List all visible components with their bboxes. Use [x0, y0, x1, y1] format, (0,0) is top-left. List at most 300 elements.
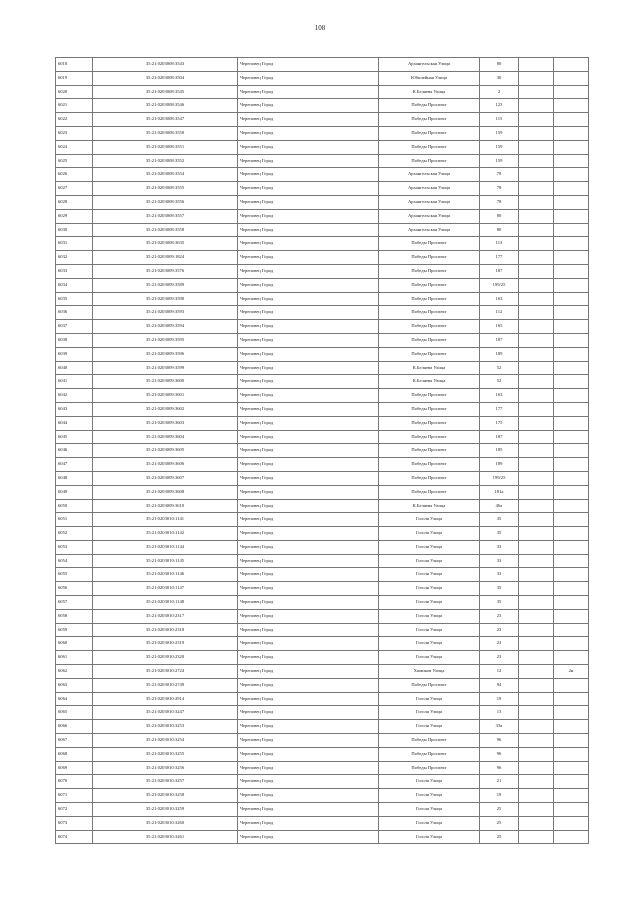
property-register-table — [55, 57, 589, 844]
table-row — [56, 320, 589, 334]
table-row — [56, 361, 589, 375]
cadastral-number: 35:21:0203010:3247 — [93, 706, 238, 720]
table-row — [56, 568, 589, 582]
extra-field-2 — [554, 816, 589, 830]
extra-field-1 — [519, 734, 554, 748]
city-name: Череповец Город — [238, 720, 379, 734]
row-index: 6071 — [56, 789, 93, 803]
city-name: Череповец Город — [238, 195, 379, 209]
house-number: 19 — [480, 692, 519, 706]
cadastral-number: 35:21:0203009:3593 — [93, 306, 238, 320]
city-name: Череповец Город — [238, 499, 379, 513]
extra-field-2 — [554, 195, 589, 209]
extra-field-1 — [519, 85, 554, 99]
house-number: 199/25 — [480, 278, 519, 292]
house-number: 25 — [480, 816, 519, 830]
cadastral-number: 35:21:0203010:3255 — [93, 747, 238, 761]
house-number: 80 — [480, 223, 519, 237]
extra-field-1 — [519, 485, 554, 499]
house-number: 189 — [480, 347, 519, 361]
house-number: 159 — [480, 154, 519, 168]
city-name: Череповец Город — [238, 678, 379, 692]
table-row — [56, 499, 589, 513]
extra-field-1 — [519, 540, 554, 554]
cadastral-number: 35:21:0203009:3594 — [93, 320, 238, 334]
cadastral-number: 35:21:0203008:3551 — [93, 140, 238, 154]
extra-field-2 — [554, 568, 589, 582]
house-number: 96 — [480, 747, 519, 761]
table-row — [56, 154, 589, 168]
row-index: 6033 — [56, 264, 93, 278]
house-number: 12 — [480, 665, 519, 679]
extra-field-2 — [554, 278, 589, 292]
row-index: 6061 — [56, 651, 93, 665]
table-row — [56, 195, 589, 209]
city-name: Череповец Город — [238, 402, 379, 416]
house-number: 52 — [480, 361, 519, 375]
table-row — [56, 223, 589, 237]
extra-field-2 — [554, 99, 589, 113]
row-index: 6072 — [56, 803, 93, 817]
row-index: 6048 — [56, 471, 93, 485]
street-name: Победы Проспект — [379, 264, 480, 278]
cadastral-number: 35:21:0203008:3558 — [93, 223, 238, 237]
house-number: 163 — [480, 389, 519, 403]
street-name: Архангельская Улица — [379, 58, 480, 72]
city-name: Череповец Город — [238, 830, 379, 844]
street-name: Гоголя Улица — [379, 527, 480, 541]
row-index: 6036 — [56, 306, 93, 320]
extra-field-2: 2н — [554, 665, 589, 679]
extra-field-2 — [554, 471, 589, 485]
house-number: 80 — [480, 209, 519, 223]
cadastral-number: 35:21:0203010:3259 — [93, 803, 238, 817]
house-number: 96 — [480, 734, 519, 748]
house-number: 23 — [480, 609, 519, 623]
extra-field-2 — [554, 830, 589, 844]
extra-field-1 — [519, 347, 554, 361]
house-number: 163 — [480, 292, 519, 306]
table-row — [56, 637, 589, 651]
house-number: 177 — [480, 251, 519, 265]
row-index: 6019 — [56, 71, 93, 85]
table-row — [56, 209, 589, 223]
extra-field-1 — [519, 513, 554, 527]
table-row — [56, 692, 589, 706]
city-name: Череповец Город — [238, 692, 379, 706]
house-number: 159 — [480, 126, 519, 140]
street-name: Победы Проспект — [379, 251, 480, 265]
street-name: Победы Проспект — [379, 458, 480, 472]
cadastral-number: 35:21:0203008:3635 — [93, 237, 238, 251]
street-name: Гоголя Улица — [379, 637, 480, 651]
cadastral-number: 35:21:0203009:3599 — [93, 361, 238, 375]
street-name: Гоголя Улица — [379, 706, 480, 720]
extra-field-1 — [519, 430, 554, 444]
table-row — [56, 485, 589, 499]
cadastral-number: 35:21:0203010:3256 — [93, 761, 238, 775]
cadastral-number: 35:21:0203008:3504 — [93, 71, 238, 85]
table-row — [56, 527, 589, 541]
street-name: Победы Проспект — [379, 761, 480, 775]
table-row — [56, 306, 589, 320]
extra-field-2 — [554, 237, 589, 251]
street-name: Химиков Улица — [379, 665, 480, 679]
table-row — [56, 237, 589, 251]
cadastral-number: 35:21:0203009:3605 — [93, 444, 238, 458]
row-index: 6044 — [56, 416, 93, 430]
row-index: 6038 — [56, 333, 93, 347]
cadastral-number: 35:21:0203010:1145 — [93, 554, 238, 568]
cadastral-number: 35:21:0203008:3546 — [93, 99, 238, 113]
extra-field-1 — [519, 416, 554, 430]
table-row — [56, 775, 589, 789]
row-index: 6022 — [56, 113, 93, 127]
row-index: 6070 — [56, 775, 93, 789]
row-index: 6074 — [56, 830, 93, 844]
street-name: Гоголя Улица — [379, 651, 480, 665]
table-row — [56, 651, 589, 665]
table-row — [56, 416, 589, 430]
extra-field-2 — [554, 596, 589, 610]
row-index: 6063 — [56, 678, 93, 692]
extra-field-1 — [519, 816, 554, 830]
extra-field-1 — [519, 71, 554, 85]
cadastral-number: 35:21:0203010:3261 — [93, 830, 238, 844]
street-name: Гоголя Улица — [379, 816, 480, 830]
city-name: Череповец Город — [238, 458, 379, 472]
table-row — [56, 251, 589, 265]
house-number: 78 — [480, 195, 519, 209]
cadastral-number: 35:21:0203008:3555 — [93, 182, 238, 196]
extra-field-2 — [554, 85, 589, 99]
house-number: 33 — [480, 568, 519, 582]
extra-field-1 — [519, 209, 554, 223]
extra-field-2 — [554, 402, 589, 416]
house-number: 35 — [480, 527, 519, 541]
street-name: Победы Проспект — [379, 416, 480, 430]
house-number: 159 — [480, 140, 519, 154]
street-name: Победы Проспект — [379, 485, 480, 499]
row-index: 6069 — [56, 761, 93, 775]
table-row — [56, 430, 589, 444]
extra-field-2 — [554, 444, 589, 458]
house-number: 23 — [480, 623, 519, 637]
street-name: К.Беляева Улица — [379, 499, 480, 513]
city-name: Череповец Город — [238, 375, 379, 389]
city-name: Череповец Город — [238, 99, 379, 113]
city-name: Череповец Город — [238, 209, 379, 223]
cadastral-number: 35:21:0203010:2320 — [93, 651, 238, 665]
extra-field-2 — [554, 333, 589, 347]
city-name: Череповец Город — [238, 816, 379, 830]
street-name: Победы Проспект — [379, 747, 480, 761]
table-row — [56, 375, 589, 389]
street-name: Архангельская Улица — [379, 209, 480, 223]
city-name: Череповец Город — [238, 540, 379, 554]
extra-field-1 — [519, 154, 554, 168]
street-name: Победы Проспект — [379, 278, 480, 292]
house-number: 30 — [480, 71, 519, 85]
extra-field-1 — [519, 444, 554, 458]
city-name: Череповец Город — [238, 803, 379, 817]
city-name: Череповец Город — [238, 582, 379, 596]
street-name: Гоголя Улица — [379, 789, 480, 803]
extra-field-1 — [519, 361, 554, 375]
street-name: Гоголя Улица — [379, 623, 480, 637]
street-name: Победы Проспект — [379, 140, 480, 154]
extra-field-2 — [554, 126, 589, 140]
cadastral-number: 35:21:0203009:3608 — [93, 485, 238, 499]
city-name: Череповец Город — [238, 168, 379, 182]
street-name: Победы Проспект — [379, 237, 480, 251]
extra-field-2 — [554, 513, 589, 527]
cadastral-number: 35:21:0203010:1146 — [93, 568, 238, 582]
table-row — [56, 333, 589, 347]
cadastral-number: 35:21:0203010:2317 — [93, 609, 238, 623]
row-index: 6037 — [56, 320, 93, 334]
row-index: 6073 — [56, 816, 93, 830]
row-index: 6025 — [56, 154, 93, 168]
table-row — [56, 402, 589, 416]
cadastral-number: 35:21:0203008:3547 — [93, 113, 238, 127]
extra-field-1 — [519, 375, 554, 389]
cadastral-number: 35:21:0203008:3552 — [93, 154, 238, 168]
extra-field-2 — [554, 347, 589, 361]
house-number: 2 — [480, 85, 519, 99]
cadastral-number: 35:21:0203009:3610 — [93, 499, 238, 513]
row-index: 6030 — [56, 223, 93, 237]
extra-field-1 — [519, 237, 554, 251]
cadastral-number: 35:21:0203009:3604 — [93, 430, 238, 444]
cadastral-number: 35:21:0203009:1824 — [93, 251, 238, 265]
city-name: Череповец Город — [238, 140, 379, 154]
table-row — [56, 458, 589, 472]
table-row — [56, 623, 589, 637]
house-number: 199/25 — [480, 471, 519, 485]
table-row — [56, 554, 589, 568]
house-number: 23 — [480, 651, 519, 665]
table-row — [56, 816, 589, 830]
extra-field-2 — [554, 609, 589, 623]
city-name: Череповец Город — [238, 361, 379, 375]
extra-field-2 — [554, 485, 589, 499]
street-name: Гоголя Улица — [379, 803, 480, 817]
row-index: 6058 — [56, 609, 93, 623]
table-row — [56, 609, 589, 623]
extra-field-1 — [519, 665, 554, 679]
extra-field-2 — [554, 720, 589, 734]
house-number: 46а — [480, 499, 519, 513]
street-name: Гоголя Улица — [379, 513, 480, 527]
row-index: 6027 — [56, 182, 93, 196]
row-index: 6034 — [56, 278, 93, 292]
street-name: Юбилейная Улица — [379, 71, 480, 85]
cadastral-number: 35:21:0203009:3603 — [93, 416, 238, 430]
extra-field-2 — [554, 306, 589, 320]
extra-field-2 — [554, 692, 589, 706]
extra-field-2 — [554, 775, 589, 789]
extra-field-2 — [554, 789, 589, 803]
table-row — [56, 278, 589, 292]
cadastral-number: 35:21:0203010:3258 — [93, 789, 238, 803]
row-index: 6059 — [56, 623, 93, 637]
row-index: 6032 — [56, 251, 93, 265]
row-index: 6024 — [56, 140, 93, 154]
street-name: Гоголя Улица — [379, 582, 480, 596]
extra-field-2 — [554, 416, 589, 430]
extra-field-1 — [519, 582, 554, 596]
page-number: 108 — [314, 24, 326, 32]
extra-field-1 — [519, 113, 554, 127]
extra-field-1 — [519, 471, 554, 485]
city-name: Череповец Город — [238, 113, 379, 127]
street-name: Победы Проспект — [379, 126, 480, 140]
extra-field-1 — [519, 761, 554, 775]
extra-field-1 — [519, 402, 554, 416]
table-row — [56, 761, 589, 775]
extra-field-2 — [554, 430, 589, 444]
table-row — [56, 471, 589, 485]
street-name: Гоголя Улица — [379, 692, 480, 706]
house-number: 175 — [480, 416, 519, 430]
city-name: Череповец Город — [238, 264, 379, 278]
row-index: 6018 — [56, 58, 93, 72]
extra-field-2 — [554, 168, 589, 182]
city-name: Череповец Город — [238, 333, 379, 347]
row-index: 6020 — [56, 85, 93, 99]
cadastral-number: 35:21:0203010:3253 — [93, 720, 238, 734]
row-index: 6026 — [56, 168, 93, 182]
row-index: 6057 — [56, 596, 93, 610]
house-number: 181а — [480, 485, 519, 499]
row-index: 6050 — [56, 499, 93, 513]
table-body — [56, 58, 589, 844]
extra-field-1 — [519, 789, 554, 803]
house-number: 33 — [480, 540, 519, 554]
table-row — [56, 444, 589, 458]
street-name: Победы Проспект — [379, 306, 480, 320]
row-index: 6042 — [56, 389, 93, 403]
cadastral-number: 35:21:0203009:3600 — [93, 375, 238, 389]
table-row — [56, 540, 589, 554]
city-name: Череповец Город — [238, 623, 379, 637]
extra-field-1 — [519, 140, 554, 154]
city-name: Череповец Город — [238, 71, 379, 85]
extra-field-2 — [554, 182, 589, 196]
street-name: Гоголя Улица — [379, 540, 480, 554]
street-name: Победы Проспект — [379, 154, 480, 168]
street-name: Победы Проспект — [379, 444, 480, 458]
cadastral-number: 35:21:0203009:3595 — [93, 333, 238, 347]
cadastral-number: 35:21:0203009:3589 — [93, 278, 238, 292]
table-row — [56, 140, 589, 154]
cadastral-number: 35:21:0203010:1148 — [93, 596, 238, 610]
city-name: Череповец Город — [238, 85, 379, 99]
house-number: 21 — [480, 775, 519, 789]
cadastral-number: 35:21:0203008:3543 — [93, 58, 238, 72]
extra-field-2 — [554, 582, 589, 596]
row-index: 6056 — [56, 582, 93, 596]
house-number: 165 — [480, 320, 519, 334]
row-index: 6047 — [56, 458, 93, 472]
house-number: 78 — [480, 182, 519, 196]
table-row — [56, 58, 589, 72]
table-row — [56, 182, 589, 196]
row-index: 6035 — [56, 292, 93, 306]
house-number: 123 — [480, 99, 519, 113]
table-row — [56, 665, 589, 679]
street-name: Архангельская Улица — [379, 168, 480, 182]
city-name: Череповец Город — [238, 320, 379, 334]
table-row — [56, 582, 589, 596]
row-index: 6023 — [56, 126, 93, 140]
city-name: Череповец Город — [238, 471, 379, 485]
house-number: 187 — [480, 430, 519, 444]
table-row — [56, 389, 589, 403]
extra-field-1 — [519, 720, 554, 734]
house-number: 33 — [480, 554, 519, 568]
extra-field-1 — [519, 251, 554, 265]
extra-field-1 — [519, 126, 554, 140]
house-number: 94 — [480, 678, 519, 692]
house-number: 52 — [480, 375, 519, 389]
extra-field-1 — [519, 223, 554, 237]
row-index: 6054 — [56, 554, 93, 568]
table-row — [56, 292, 589, 306]
extra-field-2 — [554, 527, 589, 541]
street-name: К.Беляева Улица — [379, 375, 480, 389]
extra-field-2 — [554, 264, 589, 278]
house-number: 19 — [480, 789, 519, 803]
street-name: Победы Проспект — [379, 113, 480, 127]
house-number: 177 — [480, 402, 519, 416]
city-name: Череповец Город — [238, 444, 379, 458]
extra-field-1 — [519, 58, 554, 72]
street-name: Победы Проспект — [379, 99, 480, 113]
city-name: Череповец Город — [238, 278, 379, 292]
cadastral-number: 35:21:0203009:3602 — [93, 402, 238, 416]
row-index: 6028 — [56, 195, 93, 209]
extra-field-1 — [519, 458, 554, 472]
extra-field-2 — [554, 389, 589, 403]
row-index: 6066 — [56, 720, 93, 734]
house-number: 189 — [480, 458, 519, 472]
extra-field-2 — [554, 154, 589, 168]
city-name: Череповец Город — [238, 637, 379, 651]
city-name: Череповец Город — [238, 789, 379, 803]
table-row — [56, 113, 589, 127]
city-name: Череповец Город — [238, 596, 379, 610]
cadastral-number: 35:21:0203010:3254 — [93, 734, 238, 748]
city-name: Череповец Город — [238, 389, 379, 403]
street-name: Победы Проспект — [379, 333, 480, 347]
extra-field-1 — [519, 651, 554, 665]
street-name: Победы Проспект — [379, 678, 480, 692]
row-index: 6029 — [56, 209, 93, 223]
extra-field-2 — [554, 637, 589, 651]
city-name: Череповец Город — [238, 237, 379, 251]
city-name: Череповец Город — [238, 485, 379, 499]
city-name: Череповец Город — [238, 513, 379, 527]
city-name: Череповец Город — [238, 154, 379, 168]
extra-field-1 — [519, 278, 554, 292]
city-name: Череповец Город — [238, 527, 379, 541]
extra-field-2 — [554, 803, 589, 817]
row-index: 6045 — [56, 430, 93, 444]
house-number: 80 — [480, 58, 519, 72]
table-row — [56, 85, 589, 99]
